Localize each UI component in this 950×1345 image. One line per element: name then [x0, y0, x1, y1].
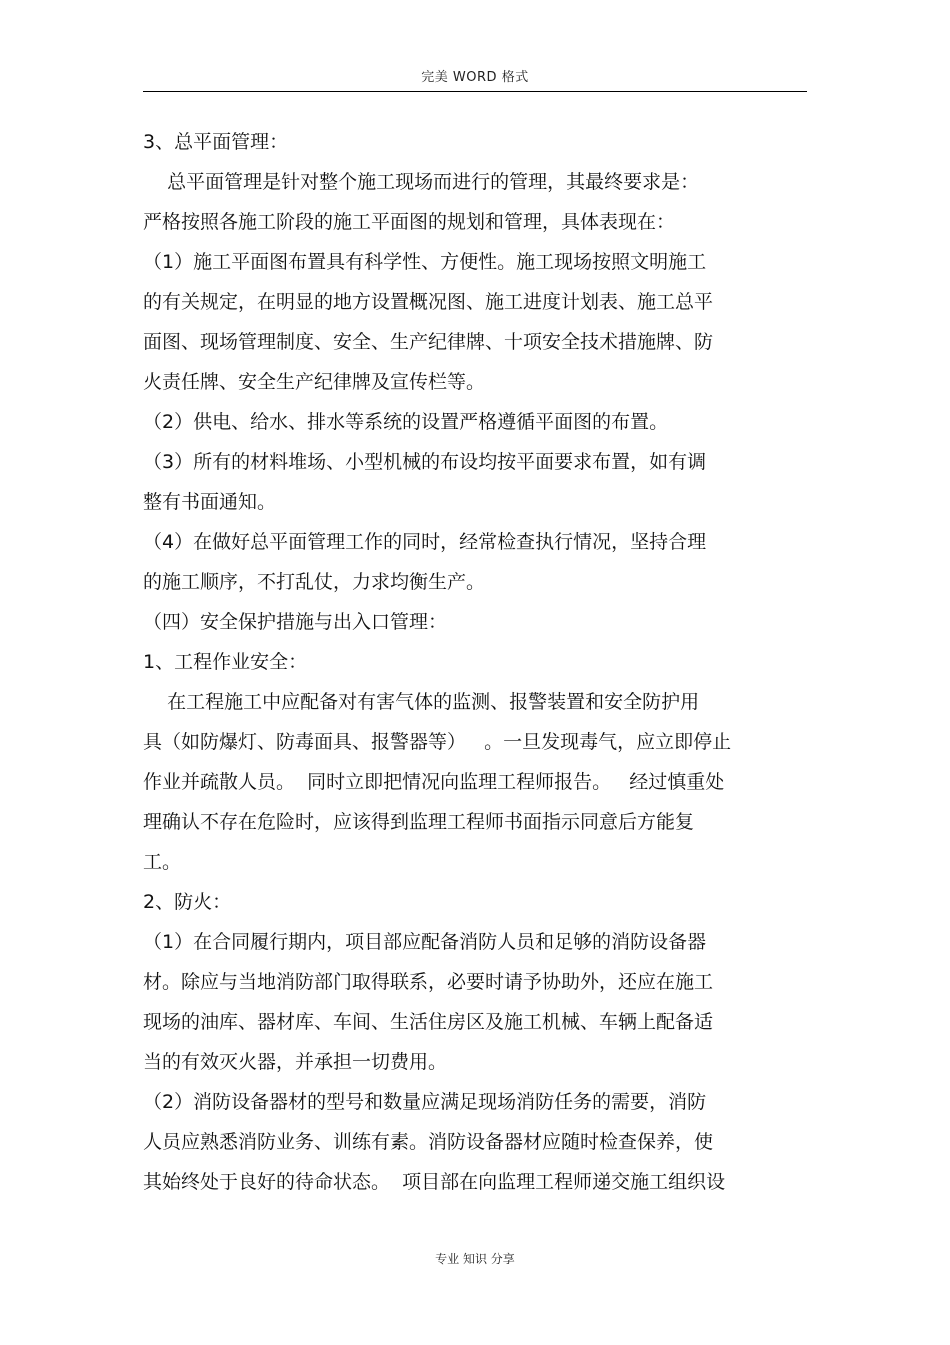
paragraph-line: 的施工顺序，不打乱仗，力求均衡生产。	[143, 571, 486, 593]
section-heading-safety: （四）安全保护措施与出入口管理：	[143, 611, 448, 633]
page-header: 完美 WORD 格式	[421, 70, 529, 85]
list-item-line: （2）供电、给水、排水等系统的设置严格遵循平面图的布置。	[143, 411, 669, 433]
subsection-heading-work-safety: 1、工程作业安全：	[143, 651, 308, 673]
paragraph-line: 的有关规定，在明显的地方设置概况图、施工进度计划表、施工总平	[143, 291, 714, 313]
header-divider	[143, 91, 807, 92]
paragraph-line: 人员应熟悉消防业务、训练有素。消防设备器材应随时检查保养，使	[143, 1131, 714, 1153]
paragraph-line: 严格按照各施工阶段的施工平面图的规划和管理，具体表现在：	[143, 211, 676, 233]
section-heading-site-plan: 3、总平面管理：	[143, 131, 289, 153]
paragraph-line: 面图、现场管理制度、安全、生产纪律牌、十项安全技术措施牌、防	[143, 331, 714, 353]
paragraph-line: 当的有效灭火器，并承担一切费用。	[143, 1051, 448, 1073]
paragraph-line: 总平面管理是针对整个施工现场而进行的管理，其最终要求是：	[143, 171, 700, 193]
list-item-line: （3）所有的材料堆场、小型机械的布设均按平面要求布置，如有调	[143, 451, 707, 473]
paragraph-line: 材。除应与当地消防部门取得联系，必要时请予协助外，还应在施工	[143, 971, 714, 993]
paragraph-line: 现场的油库、器材库、车间、生活住房区及施工机械、车辆上配备适	[143, 1011, 714, 1033]
paragraph-line: 具（如防爆灯、防毒面具、报警器等） 。一旦发现毒气，应立即停止	[143, 731, 732, 753]
list-item-line: （4）在做好总平面管理工作的同时，经常检查执行情况，坚持合理	[143, 531, 707, 553]
paragraph-line: 整有书面通知。	[143, 491, 277, 513]
paragraph-line: 理确认不存在危险时，应该得到监理工程师书面指示同意后方能复	[143, 811, 695, 833]
list-item-line: （1）施工平面图布置具有科学性、方便性。施工现场按照文明施工	[143, 251, 707, 273]
page-footer: 专业 知识 分享	[435, 1252, 515, 1266]
list-item-line: （2）消防设备器材的型号和数量应满足现场消防任务的需要，消防	[143, 1091, 707, 1113]
subsection-heading-fire: 2、防火：	[143, 891, 232, 913]
list-item-line: （1）在合同履行期内，项目部应配备消防人员和足够的消防设备器	[143, 931, 707, 953]
paragraph-line: 工。	[143, 851, 182, 873]
paragraph-line: 在工程施工中应配备对有害气体的监测、报警装置和安全防护用	[143, 691, 700, 713]
paragraph-line: 火责任牌、安全生产纪律牌及宣传栏等。	[143, 371, 486, 393]
paragraph-line: 作业并疏散人员。 同时立即把情况向监理工程师报告。 经过慎重处	[143, 771, 725, 793]
document-body	[143, 122, 823, 1202]
paragraph-line: 其始终处于良好的待命状态。 项目部在向监理工程师递交施工组织设	[143, 1171, 726, 1193]
